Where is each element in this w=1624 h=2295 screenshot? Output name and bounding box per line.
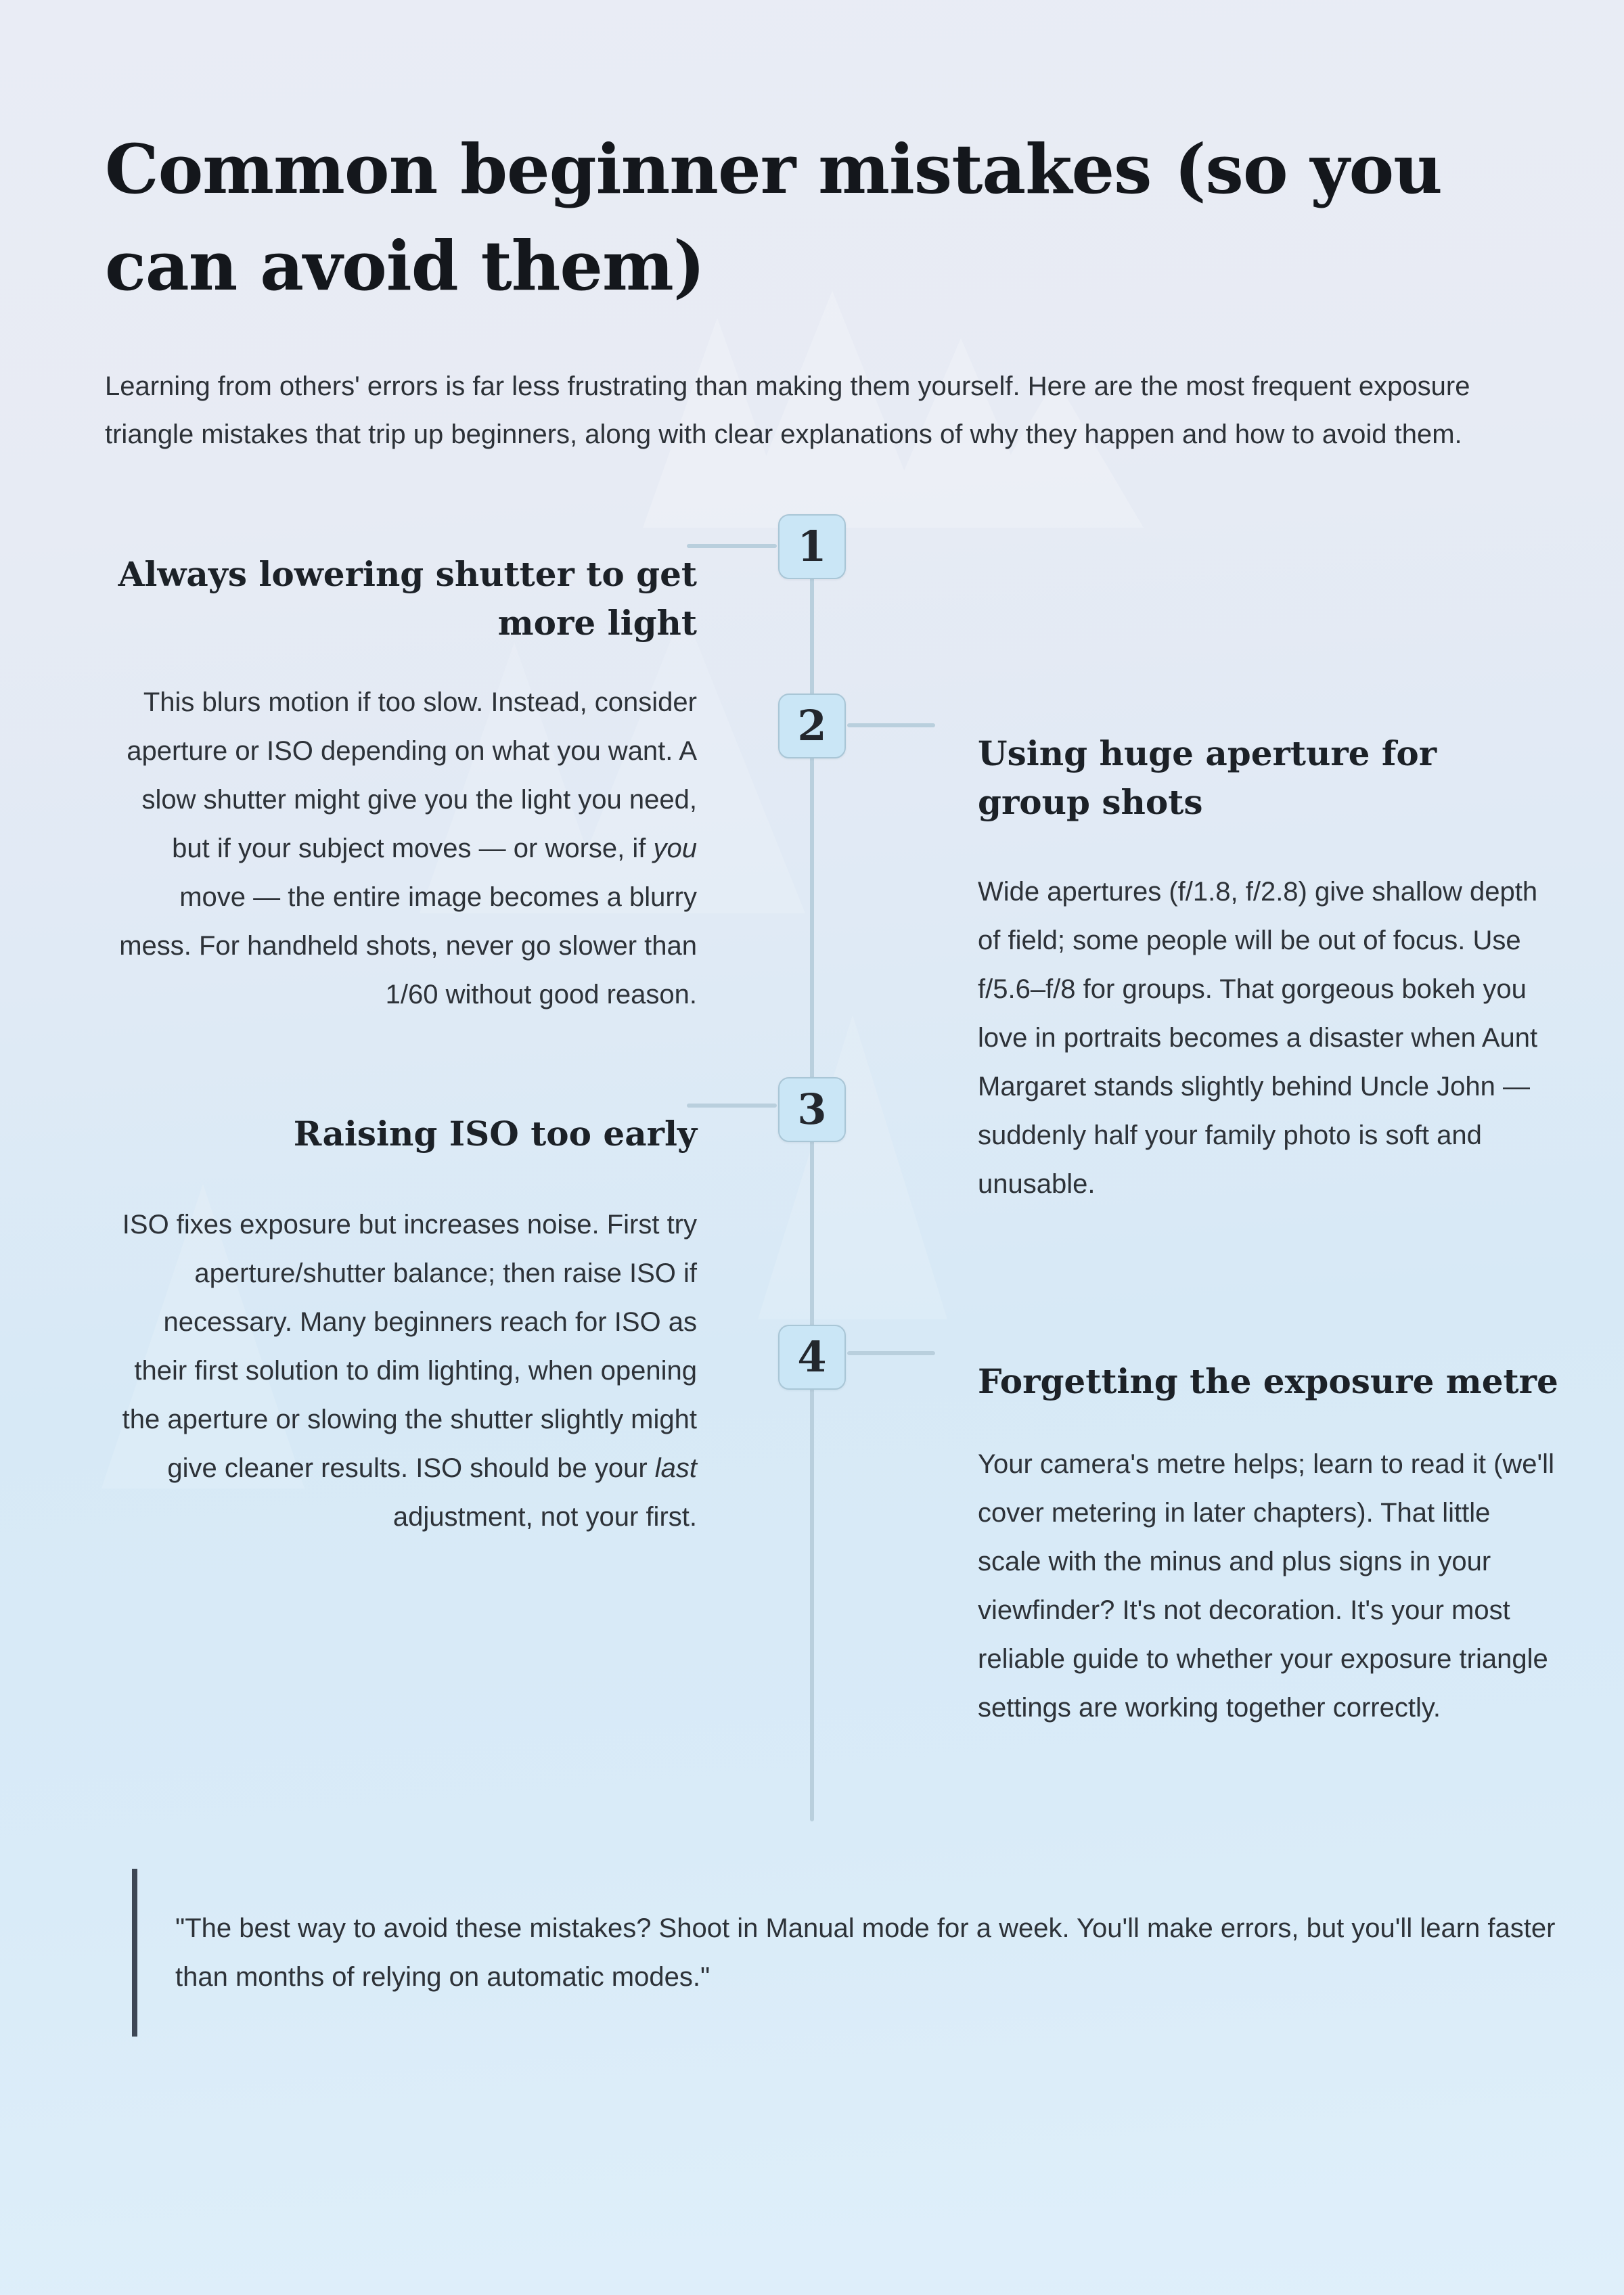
timeline-marker-2 (778, 694, 846, 758)
timeline-item-1-title: Always lowering shutter to get more light (118, 553, 697, 643)
timeline-item-3-body: ISO fixes exposure but increases noise. First try aperture/shutter balance; then raise ISO if necessary. Many beginners reach for ISO as their first solution to dim lighting, when opening the aperture or slowing the shutter slightly might give cleaner results. ISO should be your last adjustment, not your first. (122, 1210, 697, 1532)
timeline-marker-1 (778, 514, 846, 579)
page-title: Common beginner mistakes (so you can avoid them) (105, 129, 1442, 306)
timeline-marker-3 (778, 1077, 846, 1142)
timeline-item-2-body: Wide apertures (f/1.8, f/2.8) give shallow depth of field; some people will be out of focus. Use f/5.6–f/8 for groups. That gorgeous bokeh you love in portraits becomes a disaster when Aunt Margaret stands slightly behind Uncle John — suddenly half your family photo is soft and unusable. (978, 877, 1538, 1199)
timeline-item-2-title: Using huge aperture for group shots (978, 733, 1437, 822)
marker-number: 1 (797, 522, 827, 571)
timeline-item-3-title: Raising ISO too early (293, 1113, 697, 1154)
marker-number: 3 (797, 1085, 827, 1134)
connector-item-4 (847, 1351, 935, 1355)
connector-item-3 (687, 1104, 777, 1108)
timeline-item-4-body: Your camera's metre helps; learn to read it (we'll cover metering in later chapters). That little scale with the minus and plus signs in your viewfinder? It's not decoration. It's your most reliable guide to whether your exposure triangle settings are working together correctly. (978, 1449, 1554, 1723)
timeline-item-1-body: This blurs motion if too slow. Instead, consider aperture or ISO depending on what you want. A slow shutter might give you the light you need, but if your subject moves — or worse, if you move — the entire image becomes a blurry mess. For handheld shots, never go slower than 1/60 without good reason. (119, 687, 697, 1009)
connector-item-1 (687, 544, 777, 548)
connector-item-2 (847, 723, 935, 727)
timeline-item-4-title: Forgetting the exposure metre (978, 1361, 1558, 1401)
closing-quote (132, 1869, 1580, 2037)
marker-number: 4 (797, 1332, 827, 1382)
marker-number: 2 (797, 701, 827, 750)
timeline-marker-4 (778, 1325, 846, 1390)
intro-paragraph: Learning from others' errors is far less frustrating than making them yourself. Here are the most frequent exposure triangle mistakes that trip up beginners, along with clear explanations of why they happen and how to avoid them. (105, 371, 1470, 450)
quote-text: "The best way to avoid these mistakes? Shoot in Manual mode for a week. You'll make errors, but you'll learn faster than months of relying on automatic modes." (175, 1913, 1556, 1992)
